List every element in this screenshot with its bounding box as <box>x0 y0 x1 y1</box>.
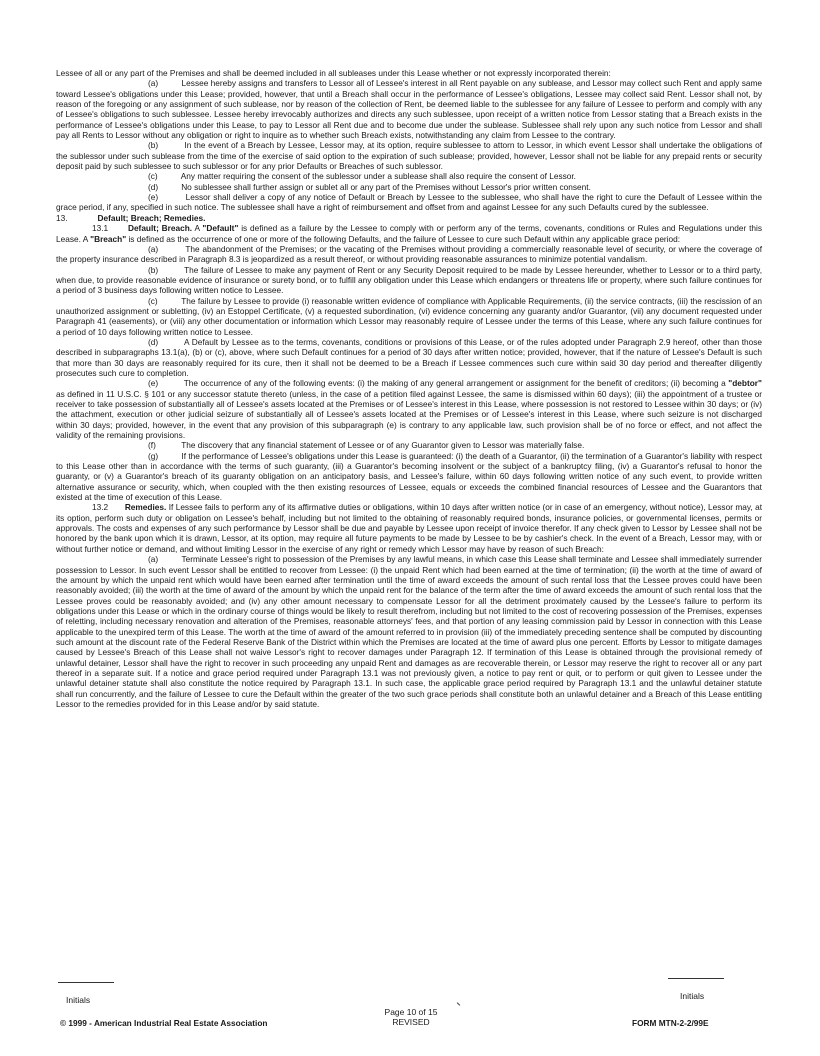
debtor-term: "debtor" <box>728 378 762 389</box>
paragraph-remedy-a: (a) Terminate Lessee's right to possession of the Premises by any lawful means, in which case this Lease shall terminate and Lessee shall immediately surrender possession to Lessor. In such event Lessor shall be entitled to recover from Lessee: (i) the unpaid Rent which had been earned at the time of termination; (ii) the worth at the time of award of the amount by which the unpaid rent which would have been earned after termination until the time of award exceeds the amount of such rental loss that the Lessee proves could have been reasonably avoided; (iii) the worth at the time of award of the amount by which the unpaid rent for the balance of the term after the time of award exceeds the amount of such rental loss that the Lessee proves could be reasonably avoided; and (iv) any other amount necessary to compensate Lessor for all the detriment proximately caused by the Lessee's failure to perform its obligations under this Lease or which in the ordinary course of things would be likely to result therefrom, including but not limited to the cost of recovering possession of the Premises, expenses of reletting, including necessary renovation and alteration of the Premises, reasonable attorneys' fees, and that portion of any leasing commission paid by Lessor in connection with this Lease applicable to the unexpired term of this Lease. The worth at the time of award of the amount referred to in provision (iii) of the immediately preceding sentence shall be computed by discounting such amount at the discount rate of the Federal Reserve Bank of the District within which the Premises are located at the time of award plus one percent. Efforts by Lessor to mitigate damages caused by Lessee's Breach of this Lease shall not waive Lessor's right to recover damages under Paragraph 12. If termination of this Lease is obtained through the provisional remedy of unlawful detainer, Lessor shall have the right to recover in such proceeding any unpaid Rent and damages as are recoverable therein, or Lessor may reserve the right to recover all or any part thereof in a separate suit. If a notice and grace period required under Paragraph 13.1 was not previously given, a notice to pay rent or quit, or to perform or quit given to Lessee under the unlawful detainer statute shall also constitute the notice required by Paragraph 13.1. In such case, the applicable grace period required by Paragraph 13.1 and the unlawful detainer statute shall run concurrently, and the failure of Lessee to cure the Default within the greater of the two such grace periods shall constitute both an unlawful detainer and a Breach of this Lease entitling Lessor to the remedies provided for in this Lease and/or by said statute. <box>56 554 762 709</box>
paragraph-default-e-text-1: (e) The occurrence of any of the following events: (i) the making of any general arrangement or assignment for the benefit of creditors; (ii) becoming a <box>148 378 726 389</box>
default-term: "Default" <box>202 223 239 234</box>
page-number <box>351 1007 471 1027</box>
section-13-1-text-2: is defined as a failure by the Lessee to comply with or perform any of the terms, covenants, conditions or Rules and Regulations under this Lease. A <box>56 223 762 244</box>
paragraph-default-e-text-2: as defined in 11 U.S.C. § 101 or any successor statute thereto (unless, in the case of a petition filed against Lessee, the same is dismissed within 60 days); (iii) the appointment of a trustee or receiver to take possession of substantially all of Lessee's assets located at the Premises or of Lessee's interest in this Lease, where possession is not restored to Lessee within 30 days; or (iv) the attachment, execution or other judicial seizure of substantially all of Lessee's assets located at the Premises or of Lessee's interest in this Lease, where such seizure is not discharged within 30 days; provided, however, in the event that any provision of this subparagraph (e) is contrary to any applicable law, such provision shall be of no force or effect, and not affect the validity of the remaining provisions. <box>56 388 762 441</box>
paragraph-default-f: (f) The discovery that any financial statement of Lessee or of any Guarantor given to Lessor was materially false. <box>148 440 585 451</box>
section-13-1-text-3: is defined as the occurrence of one or more of the following Defaults, and the failure of Lessee to cure such Default within any applicable grace period: <box>128 233 681 244</box>
copyright-notice: © 1999 - American Industrial Real Estate Association <box>60 1018 268 1028</box>
section-13-2 <box>56 502 762 554</box>
stray-mark <box>457 1002 461 1006</box>
section-13-number: 13. <box>56 212 68 223</box>
paragraph-sublease-c: (c) Any matter requiring the consent of the sublessor under a sublease shall also require the consent of Lessor. <box>148 171 576 182</box>
section-13-2-text: If Lessee fails to perform any of its affirmative duties or obligations, within 10 days after written notice (or in case of an emergency, without notice), Lessor may, at its option, perform such duty or obligation on Lessee's behalf, including but not limited to the obtaining of reasonably required bonds, insurance policies, or governmental licenses, permits or approvals. The costs and expenses of any such performance by Lessor shall be due and payable by Lessee upon receipt of invoice therefor. If any check given to Lessor by Lessee shall not be honored by the bank upon which it is drawn, Lessor, at its option, may require all future payments to be made by Lessee to be by cashier's check. In the event of a Breach, Lessor may, with or without further notice or demand, and without limiting Lessor in the exercise of any right or remedy which Lessor may have by reason of such Breach: <box>56 502 762 554</box>
initials-line-left <box>58 982 114 983</box>
initials-label-left: Initials <box>66 995 91 1005</box>
section-13-1 <box>56 223 762 244</box>
lease-page-body <box>56 68 762 709</box>
form-number: FORM MTN-2-2/99E <box>632 1018 709 1028</box>
section-13-2-title: Remedies. <box>124 502 167 513</box>
paragraph-continuation: Lessee of all or any part of the Premises and shall be deemed included in all subleases under this Lease whether or not expressly incorporated therein: <box>56 68 611 78</box>
paragraph-default-d: (d) A Default by Lessee as to the terms, covenants, conditions or provisions of this Lease, or of the rules adopted under Paragraph 2.9 hereof, other than those described in subparagraphs 13.1(a), (b) or (c), above, where such Default continues for a period of 30 days after written notice; provided, however, that if the nature of Lessee's Default is such that more than 30 days are reasonably required for its cure, then it shall not be deemed to be a Breach if Lessee commences such cure within said 30 day period and thereafter diligently prosecutes such cure to completion. <box>56 336 762 378</box>
page-count: Page 10 of 15 <box>384 1007 438 1017</box>
paragraph-default-a: (a) The abandonment of the Premises; or the vacating of the Premises without providing a commercially reasonable level of security, or where the coverage of the property insurance described in Paragraph 8.3 is jeopardized as a result thereof, or without providing reasonable assurances to minimize potential vandalism. <box>56 243 762 265</box>
section-13-title: Default; Breach; Remedies. <box>97 212 206 223</box>
section-13-1-number: 13.1 <box>92 223 109 234</box>
paragraph-default-g: (g) If the performance of Lessee's obligations under this Lease is guaranteed: (i) the death of a Guarantor, (ii) the termination of a Guarantor's liability with respect to this Lease other than in accordance with the terms of such guaranty, (iii) a Guarantor's becoming insolvent or the subject of a bankruptcy filing, (iv) a Guarantor's refusal to honor the guaranty, or (v) a Guarantor's breach of its guaranty obligation on an anticipatory basis, and Lessee's failure, within 60 days following written notice of any such event, to provide written alternative assurance or security, which, when coupled with the then existing resources of Lessee, equals or exceeds the combined financial resources of Lessee and the Guarantors that existed at the time of execution of this Lease. <box>56 450 762 503</box>
initials-label-right: Initials <box>680 991 705 1001</box>
paragraph-default-c: (c) The failure by Lessee to provide (i) reasonable written evidence of compliance with Applicable Requirements, (ii) the service contracts, (iii) the rescission of an unauthorized assignment or subletting, (iv) an Estoppel Certificate, (v) a requested subordination, (vi) evidence concerning any guaranty and/or Guarantor, (vii) any document requested under Paragraph 41 (easements), or (viii) any other documentation or information which Lessor may reasonably require of Lessee under the terms of this Lease, where any such failure continues for a period of 10 days following written notice to Lessee. <box>56 295 762 337</box>
paragraph-sublease-b: (b) In the event of a Breach by Lessee, Lessor may, at its option, require sublessee to attorn to Lessor, in which event Lessor shall undertake the obligations of the sublessor under such sublease from the time of the exercise of said option to the expiration of such sublease; provided, however, Lessor shall not be liable for any prepaid rents or security deposit paid by such sublessee to such sublessor or for any prior Defaults or Breaches of such sublessor. <box>56 140 762 172</box>
section-13-1-text-1: A <box>194 223 200 234</box>
paragraph-sublease-d: (d) No sublessee shall further assign or sublet all or any part of the Premises without Lessor's prior written consent. <box>148 181 591 192</box>
breach-term: "Breach" <box>90 233 127 244</box>
paragraph-default-e <box>56 378 762 440</box>
initials-line-right <box>668 978 724 979</box>
section-13-heading <box>56 213 762 223</box>
paragraph-sublease-a: (a) Lessee hereby assigns and transfers to Lessor all of Lessee's interest in all Rent payable on any sublease, and Lessor may collect such Rent and apply same toward Lessee's obligations under this Lease; provided, however, that until a Breach shall occur in the performance of Lessee's obligations, Lessee may collect said Rent. Lessor shall not, by reason of the foregoing or any assignment of such sublease, nor by reason of the collection of Rent, be deemed liable to the sublessee for any failure of Lessee to perform and comply with any of Lessee's obligations to such sublessee. Lessee hereby irrevocably authorizes and directs any such sublessee, upon receipt of a written notice from Lessor stating that a Breach exists in the performance of Lessee's obligations under this Lease, to pay to Lessor all Rent due and to become due under the sublease. Sublessee shall rely upon any such notice from Lessor and shall pay all Rents to Lessor without any obligation or right to inquire as to whether such Breach exists, notwithstanding any claim from Lessee to the contrary. <box>56 78 762 141</box>
revised-label: REVISED <box>392 1017 430 1027</box>
paragraph-sublease-e: (e) Lessor shall deliver a copy of any notice of Default or Breach by Lessee to the sublessee, who shall have the right to cure the Default of Lessee within the grace period, if any, specified in such notice. The sublessee shall have a right of reimbursement and offset from and against Lessee for any such Defaults cured by the sublessee. <box>56 192 762 213</box>
section-13-2-number: 13.2 <box>92 502 109 513</box>
paragraph-default-b: (b) The failure of Lessee to make any payment of Rent or any Security Deposit required to be made by Lessee hereunder, whether to Lessor or to a third party, when due, to provide reasonable evidence of insurance or surety bond, or to fulfill any obligation under this Lease which endangers or threatens life or property, where such failure continues for a period of 3 business days following written notice to Lessee. <box>56 264 762 296</box>
section-13-1-title: Default; Breach. <box>127 223 193 234</box>
